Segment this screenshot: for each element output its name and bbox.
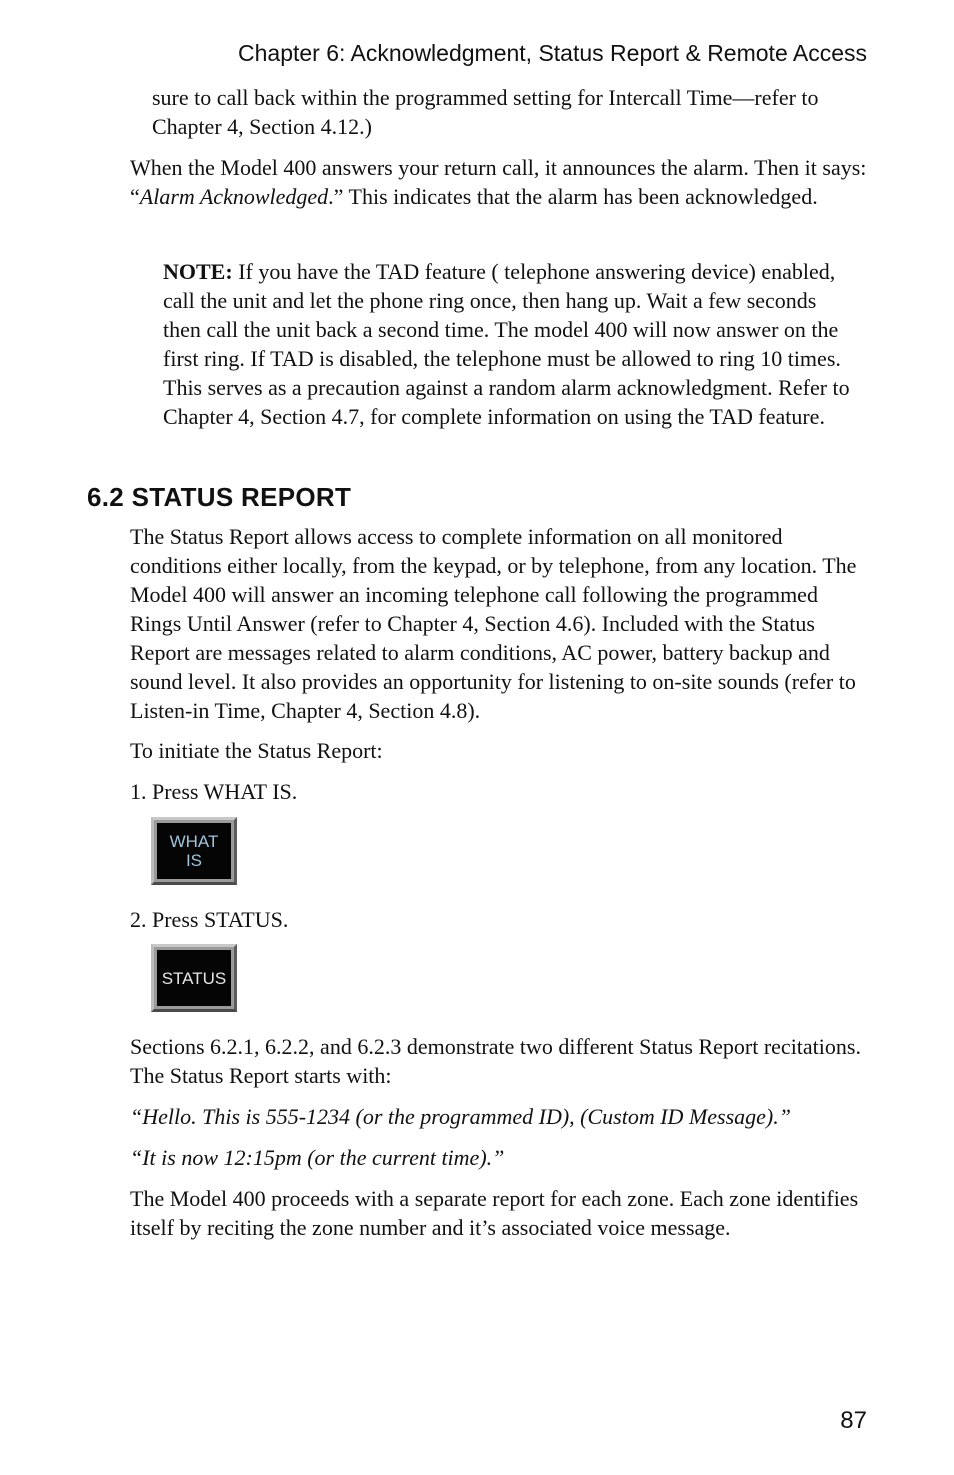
time-quote: “It is now 12:15pm (or the current time).” (130, 1145, 505, 1170)
status-key-label: STATUS (161, 968, 227, 988)
step-1-text: 1. Press WHAT IS. (130, 779, 298, 804)
step-2-text: 2. Press STATUS. (130, 907, 289, 932)
zone-paragraph: The Model 400 proceeds with a separate report for each zone. Each zone identifies itself by reciting the zone number and it’s associated voice message. (130, 1186, 859, 1240)
section-heading: 6.2 STATUS REPORT (87, 482, 352, 512)
status-key-face (157, 950, 231, 1006)
answer-text-before: When the Model 400 answers your return call, it announces the alarm. Then it says: “ (130, 155, 867, 209)
note-text: If you have the TAD feature ( telephone answering device) enabled, call the unit and let the phone ring once, then hang up. Wait a few seconds then call the unit back a second time. The model 400 will now answer on the first ring. If TAD is disabled, the telephone must be allowed to ring 10 times. This serves as a precaution against a random alarm acknowledgment. Refer to Chapter 4, Section 4.7, for complete information on using the TAD feature. (163, 259, 850, 429)
status-intro-paragraph: The Status Report allows access to complete information on all monitored conditions either locally, from the keypad, or by telephone, from any location. The Model 400 will answer an incoming telephone call following the programmed Rings Until Answer (refer to Chapter 4, Section 4.6). Included with the Status Report are messages related to alarm conditions, AC power, battery backup and sound level. It also provides an opportunity for listening to on-site sounds (refer to Listen-in Time, Chapter 4, Section 4.8). (130, 524, 857, 723)
what-is-key-image (151, 817, 237, 885)
what-is-key-face (157, 823, 231, 879)
sections-paragraph: Sections 6.2.1, 6.2.2, and 6.2.3 demonstrate two different Status Report recitations. The Status Report starts with: (130, 1034, 861, 1088)
initiate-text: To initiate the Status Report: (130, 738, 383, 763)
running-head: Chapter 6: Acknowledgment, Status Report & Remote Access (238, 40, 867, 66)
alarm-acknowledged-phrase: Alarm Acknowledged (139, 184, 329, 209)
page-number: 87 (840, 1407, 867, 1434)
answer-paragraph (130, 153, 868, 211)
what-is-key-label: WHAT IS (169, 832, 219, 870)
note-label: NOTE: (163, 259, 233, 284)
answer-text-after: .” This indicates that the alarm has been acknowledged. (328, 184, 818, 209)
note-block (163, 257, 853, 431)
status-key-image (151, 944, 237, 1012)
continued-paragraph: sure to call back within the programmed setting for Intercall Time—refer to Chapter 4, Section 4.12.) (152, 85, 819, 139)
hello-quote: “Hello. This is 555-1234 (or the programmed ID), (Custom ID Message).” (130, 1104, 791, 1129)
